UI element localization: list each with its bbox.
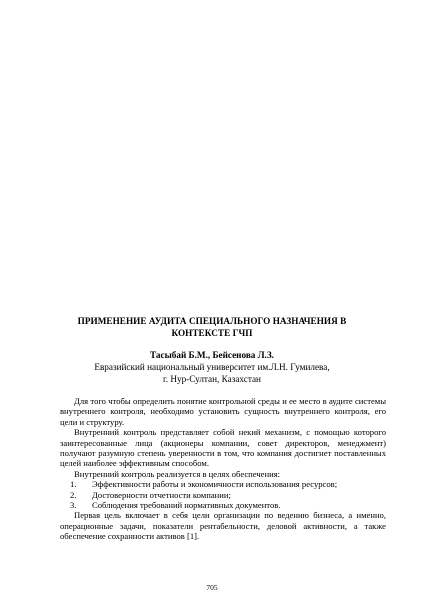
affiliation-line-2: г. Нур-Султан, Казахстан [163, 374, 261, 384]
page-number: 705 [206, 583, 218, 592]
list-item-number: 1. [70, 479, 77, 490]
list-item-number: 2. [70, 489, 77, 500]
affiliation-line-1: Евразийский национальный университет им.Л.Н. Гумилева, [94, 362, 330, 372]
title-line-2: КОНТЕКСТЕ ГЧП [171, 328, 253, 338]
goals-list [60, 479, 386, 510]
paper-title [40, 315, 384, 339]
list-item [60, 479, 386, 489]
paper-affiliation [40, 361, 384, 385]
body-paragraph-2: Внутренний контроль представляет собой некий механизм, с помощью которого заинтересованные лица (акционеры компании, совет директоров, менеджмент) получают разумную степень уверенности в том, что компания достигнет поставленных целей наиболее эффективным способом. [60, 427, 386, 469]
body-paragraph-4: Первая цель включает в себя цели организации по ведению бизнеса, а именно, операционные задачи, показатели рентабельности, деловой активности, а также обеспечение сохранности активов [1]. [60, 510, 386, 542]
list-item-text: Эффективности работы и экономичности использования ресурсов; [92, 479, 338, 490]
list-item-text: Соблюдения требований нормативных документов. [92, 500, 281, 511]
list-item [60, 490, 386, 500]
paper-body [60, 396, 386, 542]
list-item-text: Достоверности отчетности компании; [92, 489, 231, 500]
paper-authors: Тасыбай Б.М., Бейсенова Л.З. [150, 350, 274, 360]
title-line-1: ПРИМЕНЕНИЕ АУДИТА СПЕЦИАЛЬНОГО НАЗНАЧЕНИЯ В [77, 316, 347, 326]
body-paragraph-3: Внутренний контроль реализуется в целях обеспечения: [74, 468, 281, 479]
list-item-number: 3. [70, 500, 77, 511]
body-paragraph-1: Для того чтобы определить понятие контрольной среды и ее место в аудите системы внутреннего контроля, необходимо установить сущность внутреннего контроля, его цели и структуру. [60, 396, 386, 427]
list-item [60, 500, 386, 510]
